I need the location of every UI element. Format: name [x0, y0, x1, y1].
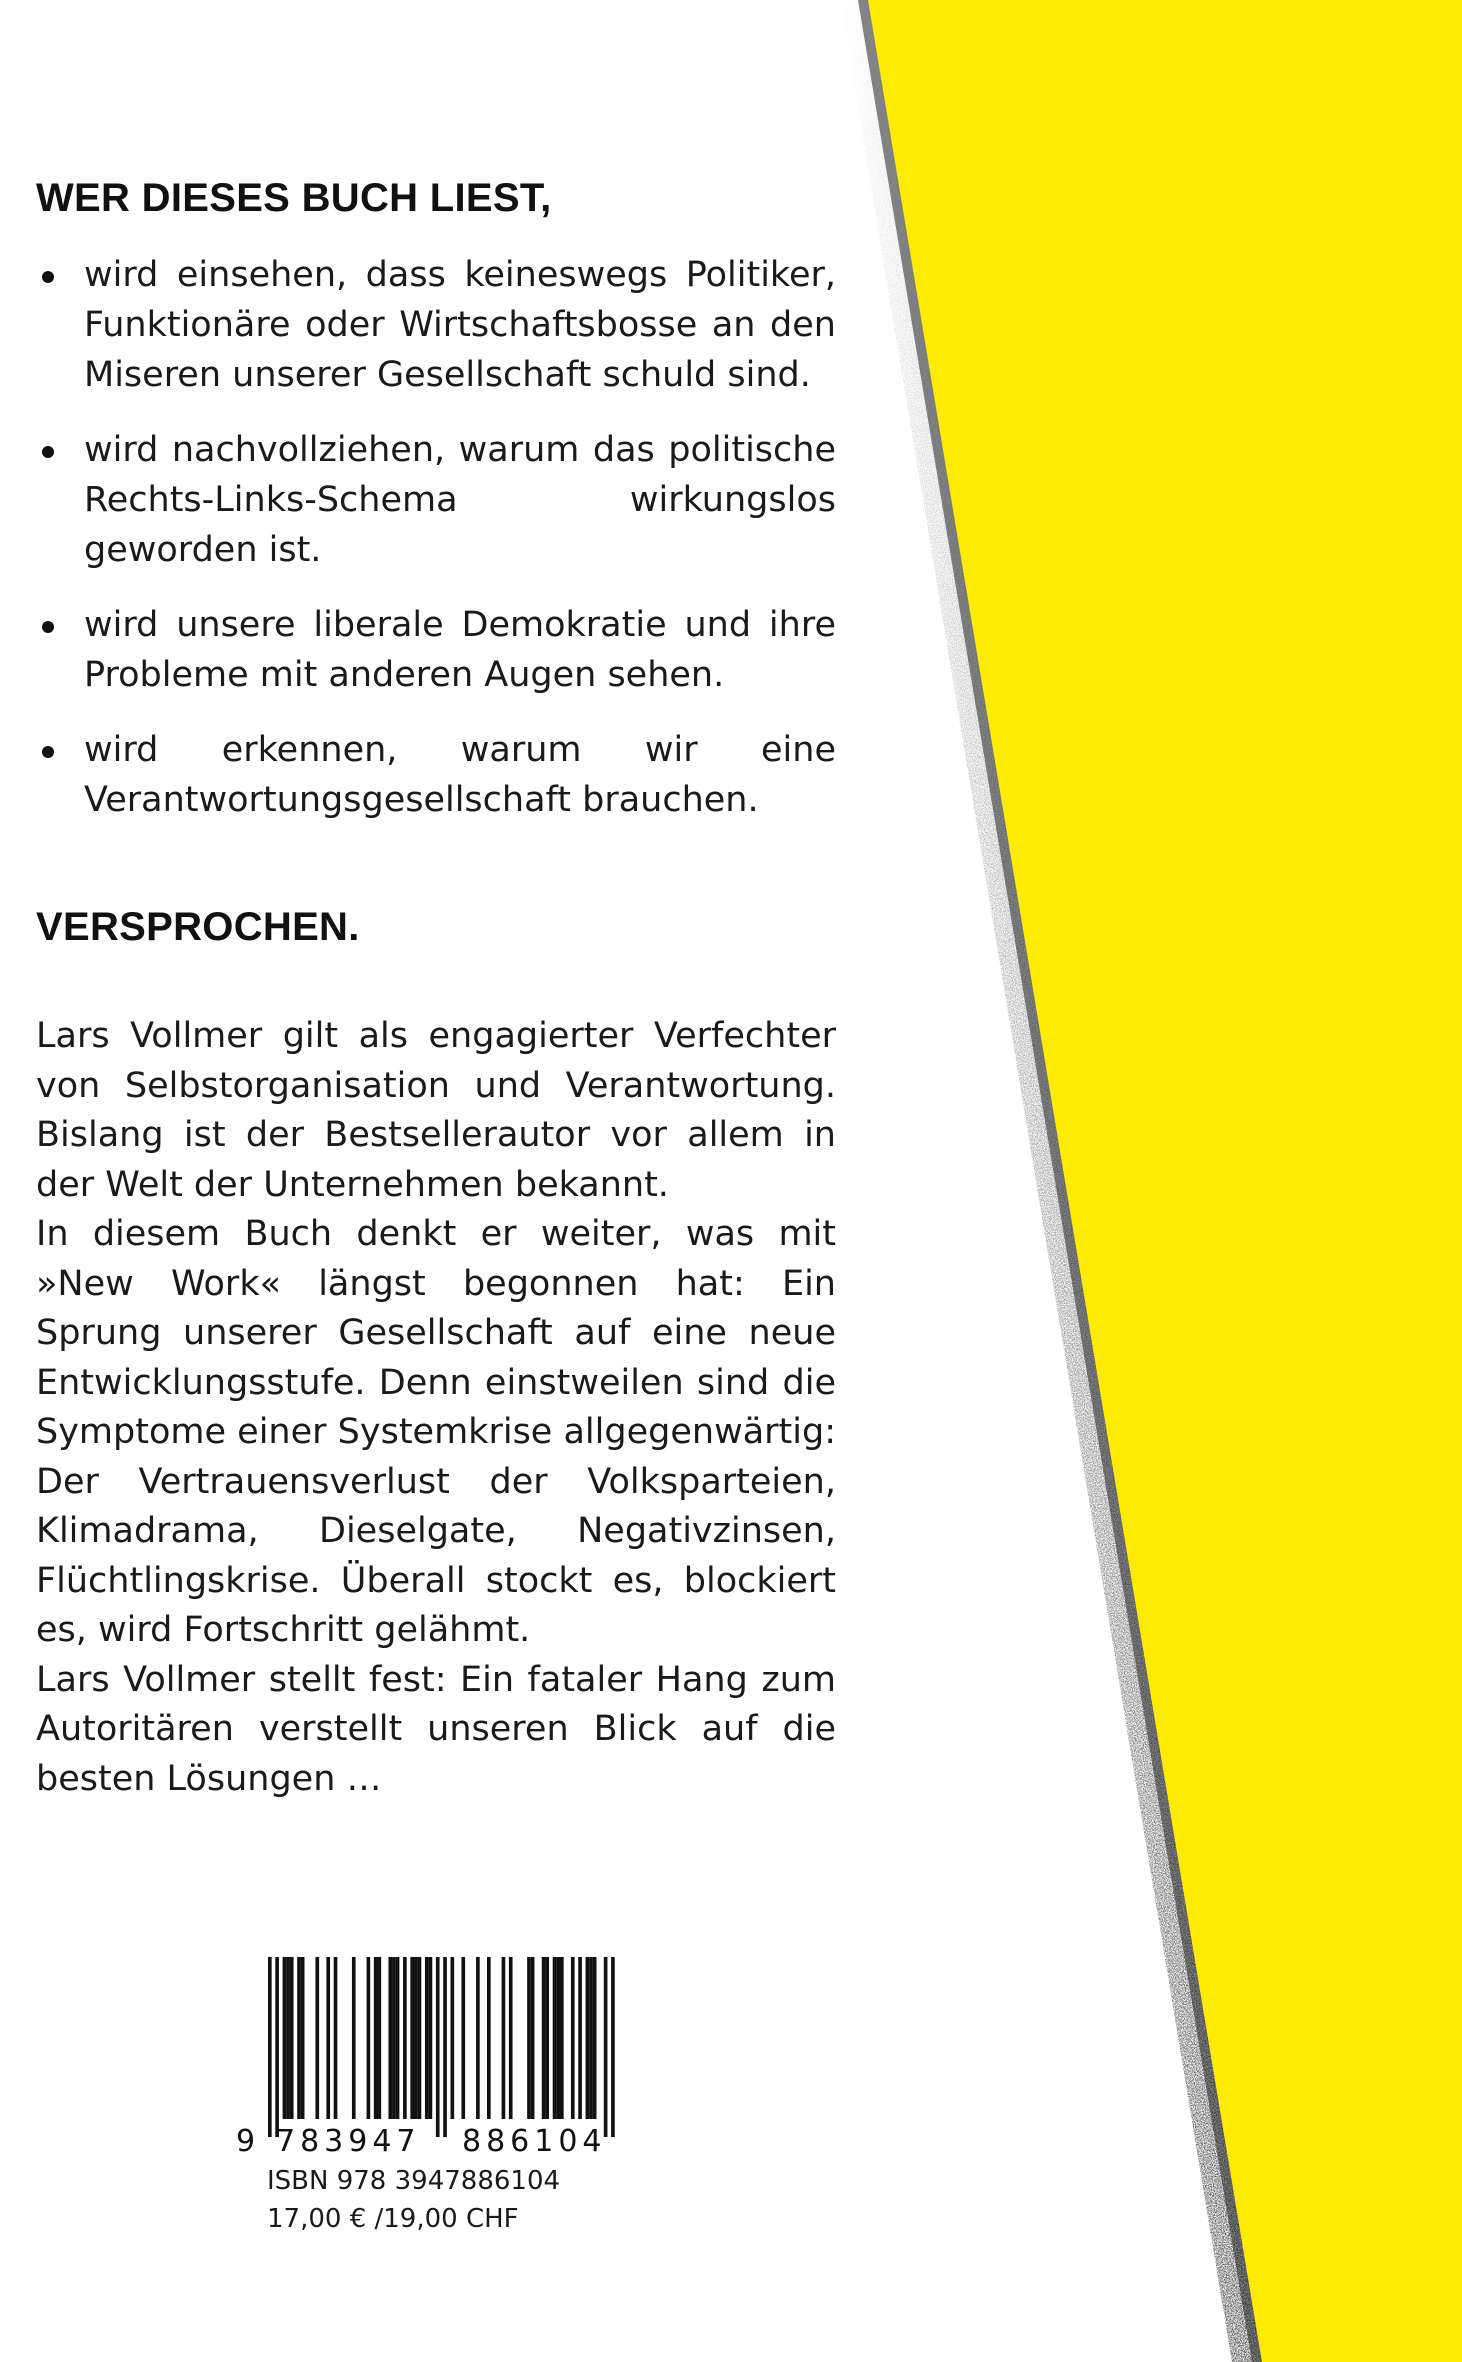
barcode-bar	[476, 1957, 480, 2119]
barcode-bar	[560, 1957, 564, 2119]
barcode-bar	[425, 1957, 429, 2119]
barcode-bar	[545, 1957, 549, 2119]
isbn-label: ISBN 978 3947886104	[267, 2166, 561, 2196]
list-item	[36, 600, 836, 700]
barcode-bar	[367, 1957, 371, 2119]
bullet-icon	[42, 271, 54, 283]
description-text	[36, 1012, 836, 1804]
barcode-bars	[268, 1957, 615, 2137]
barcode-bar	[571, 1957, 575, 2119]
barcode-bar	[553, 1957, 557, 2119]
bullet-icon	[42, 446, 54, 458]
barcode-guard-bar	[436, 1957, 440, 2137]
description-paragraph: In diesem Buch denkt er weiter, was mit »New Work« längst begonnen hat: Ein Sprung unserer Gesellschaft auf eine neue Entwicklungsstufe. Denn einstweilen sind die Symptome einer Systemkrise allgegenwärtig: Der Vertrauensverlust der Volksparteien, Klimadrama, Dieselgate, Negativzinsen, Flüchtlingskrise. Überall stockt es, blockiert es, wird Fortschritt gelähmt.	[36, 1214, 836, 1650]
barcode-bar	[578, 1957, 582, 2119]
barcode-bar	[527, 1957, 531, 2119]
bullet-text: wird einsehen, dass keineswegs Politiker, Funktionäre oder Wirtschaftsbosse an den Miseren unserer Gesellschaft schuld sind.	[84, 255, 836, 395]
barcode-bar	[334, 1957, 338, 2119]
barcode-bar	[451, 1957, 455, 2119]
barcode-bar	[586, 1957, 590, 2119]
barcode-guard-bar	[611, 1957, 615, 2137]
barcode-right-digits: 886104	[462, 2124, 607, 2155]
description-paragraph: Lars Vollmer gilt als engagierter Verfechter von Selbstorganisation und Verantwortung. Bislang ist der Bestsellerautor vor allem in der Welt der Unternehmen bekannt.	[36, 1016, 836, 1205]
barcode-guard-bar	[268, 1957, 272, 2137]
barcode	[230, 1955, 650, 2155]
barcode-bar	[283, 1957, 287, 2119]
barcode-bar	[509, 1957, 513, 2119]
barcode-bar	[410, 1957, 414, 2119]
section-heading-readers: WER DIESES BUCH LIEST,	[36, 176, 552, 220]
barcode-bar	[297, 1957, 301, 2119]
barcode-bar	[593, 1957, 597, 2119]
barcode-bar	[374, 1957, 378, 2119]
section-heading-promise: VERSPROCHEN.	[36, 905, 360, 949]
barcode-bar	[388, 1957, 392, 2119]
barcode-bar	[352, 1957, 356, 2119]
yellow-fill	[868, 0, 1462, 2362]
reader-benefits-list	[36, 250, 836, 850]
barcode-bar	[315, 1957, 319, 2119]
description-paragraph: Lars Vollmer stellt fest: Ein fataler Hang zum Autoritären verstellt unseren Blick auf die besten Lösungen …	[36, 1659, 836, 1799]
barcode-bar	[531, 1957, 535, 2119]
barcode-bar	[556, 1957, 560, 2119]
barcode-bar	[418, 1957, 422, 2119]
barcode-bar	[487, 1957, 491, 2119]
list-item	[36, 725, 836, 825]
price-label: 17,00 € /19,00 CHF	[267, 2204, 519, 2234]
barcode-bar	[461, 1957, 465, 2119]
barcode-bar	[326, 1957, 330, 2119]
barcode-lead-digit: 9	[236, 2124, 256, 2155]
barcode-bar	[403, 1957, 407, 2119]
barcode-bar	[429, 1957, 433, 2119]
bullet-text: wird nachvollziehen, warum das politische Rechts-Links-Schema wirkungslos geworden ist.	[84, 430, 836, 570]
barcode-bar	[301, 1957, 305, 2119]
barcode-guard-bar	[604, 1957, 608, 2137]
bullet-icon	[42, 746, 54, 758]
barcode-bar	[502, 1957, 506, 2119]
barcode-bar	[542, 1957, 546, 2119]
barcode-guard-bar	[443, 1957, 447, 2137]
barcode-bar	[589, 1957, 593, 2119]
bullet-text: wird erkennen, warum wir eine Verantwortungsgesellschaft brauchen.	[84, 730, 836, 820]
barcode-bar	[414, 1957, 418, 2119]
barcode-bar	[378, 1957, 382, 2119]
barcode-bar	[396, 1957, 400, 2119]
barcode-left-digits: 783947	[276, 2124, 421, 2155]
list-item	[36, 250, 836, 400]
list-item	[36, 425, 836, 575]
barcode-bar	[290, 1957, 294, 2119]
barcode-guard-bar	[275, 1957, 279, 2137]
barcode-bar	[392, 1957, 396, 2119]
barcode-bar	[286, 1957, 290, 2119]
bullet-text: wird unsere liberale Demokratie und ihre Probleme mit anderen Augen sehen.	[84, 605, 836, 695]
bullet-icon	[42, 621, 54, 633]
